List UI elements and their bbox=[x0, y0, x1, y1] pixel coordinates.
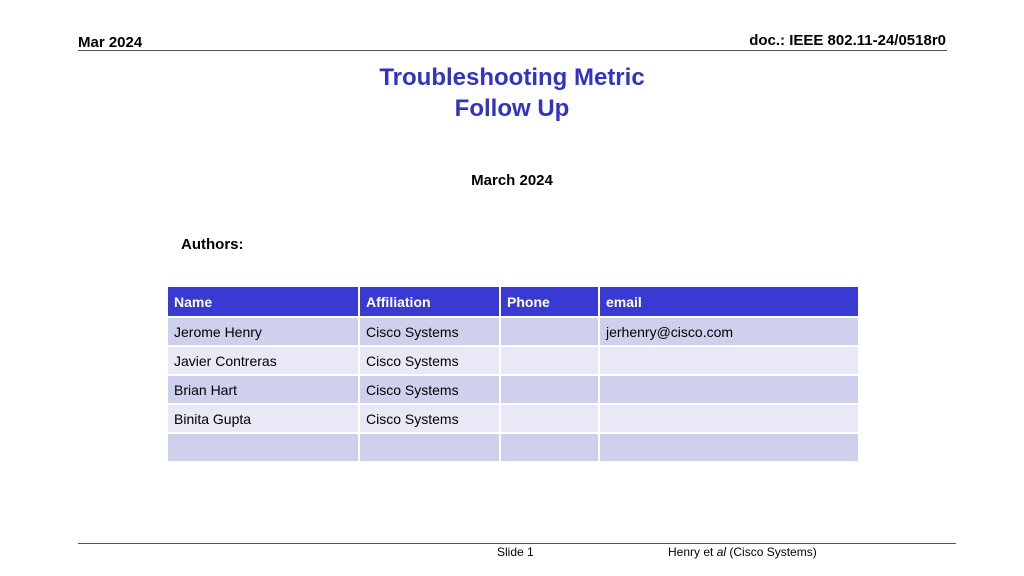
authors-label: Authors: bbox=[181, 236, 244, 253]
cell-email bbox=[599, 346, 859, 375]
header-doc-id: doc.: IEEE 802.11-24/0518r0 bbox=[749, 32, 946, 49]
table-row bbox=[167, 346, 859, 375]
presentation-date: March 2024 bbox=[471, 172, 553, 189]
footer-divider bbox=[78, 543, 956, 544]
cell-affiliation bbox=[359, 433, 500, 462]
slide-title bbox=[0, 62, 1024, 124]
cell-affiliation: Cisco Systems bbox=[359, 317, 500, 346]
cell-email bbox=[599, 404, 859, 433]
cell-email bbox=[599, 433, 859, 462]
cell-name bbox=[167, 433, 359, 462]
cell-name: Binita Gupta bbox=[167, 404, 359, 433]
authors-table bbox=[166, 285, 860, 463]
slide-title-line-1: Troubleshooting Metric bbox=[379, 64, 645, 91]
table-row bbox=[167, 317, 859, 346]
cell-affiliation: Cisco Systems bbox=[359, 346, 500, 375]
column-header-email: email bbox=[599, 286, 859, 317]
column-header-phone: Phone bbox=[500, 286, 599, 317]
cell-phone bbox=[500, 375, 599, 404]
slide-title-line-2: Follow Up bbox=[454, 95, 570, 122]
column-header-affiliation: Affiliation bbox=[359, 286, 500, 317]
table-row bbox=[167, 404, 859, 433]
cell-affiliation: Cisco Systems bbox=[359, 375, 500, 404]
cell-affiliation: Cisco Systems bbox=[359, 404, 500, 433]
footer-authors-prefix: Henry et bbox=[668, 545, 717, 559]
header-date: Mar 2024 bbox=[78, 34, 143, 51]
cell-phone bbox=[500, 346, 599, 375]
header-divider bbox=[78, 50, 947, 51]
cell-phone bbox=[500, 317, 599, 346]
cell-name: Javier Contreras bbox=[167, 346, 359, 375]
table-row bbox=[167, 433, 859, 462]
cell-email bbox=[599, 375, 859, 404]
cell-name: Brian Hart bbox=[167, 375, 359, 404]
authors-table-header-row bbox=[167, 286, 859, 317]
footer-authors-italic: al bbox=[716, 545, 727, 559]
table-row bbox=[167, 375, 859, 404]
footer-authors-suffix: (Cisco Systems) bbox=[726, 545, 817, 559]
cell-email: jerhenry@cisco.com bbox=[599, 317, 859, 346]
cell-phone bbox=[500, 433, 599, 462]
footer-authors bbox=[668, 545, 817, 559]
cell-name: Jerome Henry bbox=[167, 317, 359, 346]
column-header-name: Name bbox=[167, 286, 359, 317]
cell-phone bbox=[500, 404, 599, 433]
slide-number: Slide 1 bbox=[497, 545, 534, 559]
